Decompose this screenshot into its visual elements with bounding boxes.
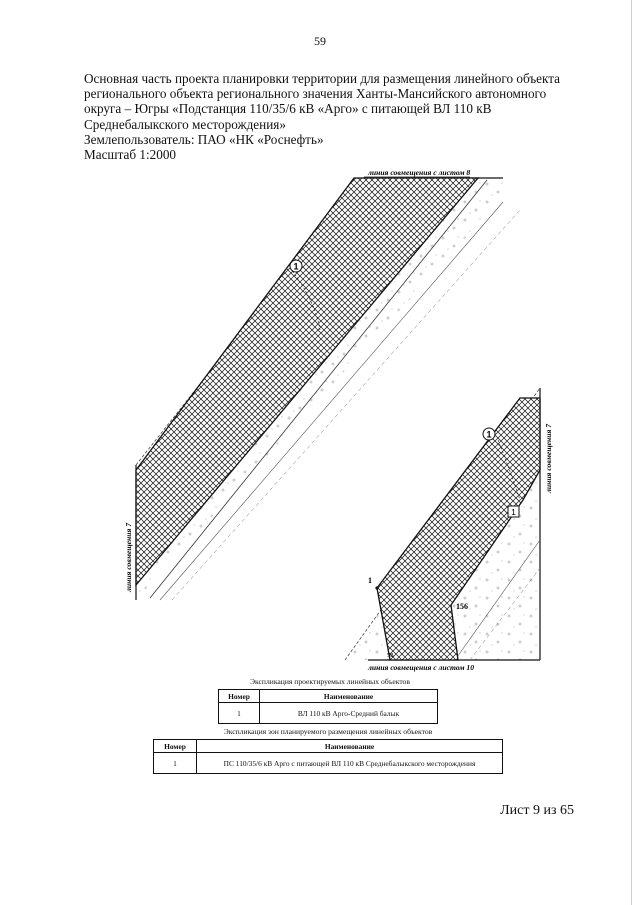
match-line-label-bottom: линия совмещения с листом 10	[368, 663, 475, 672]
match-line-label-top: линия совмещения с листом 8	[368, 168, 471, 177]
cell-number: 1	[219, 703, 260, 724]
cell-name: ВЛ 110 кВ Арго-Средний балык	[260, 703, 438, 724]
survey-point	[375, 586, 378, 589]
header-title-line-3: округа – Югры «Подстанция 110/35/6 кВ «Арго» с питающей ВЛ 110 кВ	[84, 101, 492, 117]
survey-point-label: 1	[368, 576, 372, 585]
survey-point-label: 156	[456, 602, 468, 611]
cell-number: 1	[154, 753, 197, 774]
column-header-name: Наименование	[197, 740, 503, 753]
match-line-label-right: линия совмещения 7	[544, 423, 553, 493]
match-line-label-left: линия совмещения 7	[124, 522, 133, 592]
table1-title: Экспликация проектируемых линейных объектов	[250, 677, 410, 686]
table-linear-objects	[218, 689, 438, 724]
header-title-line-1: Основная часть проекта планировки территории для размещения линейного объекта	[84, 71, 561, 86]
survey-point-label: 58	[387, 652, 394, 659]
header-title-line-4: Среднебалыкского месторождения»	[84, 116, 286, 132]
table-header-row	[219, 690, 438, 703]
table-header-row	[154, 740, 503, 753]
table-row	[154, 753, 503, 774]
sheet-number: Лист 9 из 65	[500, 803, 574, 818]
column-header-number: Номер	[219, 690, 260, 703]
land-user: Землепользователь: ПАО «НК «Роснефть»	[84, 131, 324, 147]
table-zones	[153, 739, 503, 774]
right-map-fragment	[345, 388, 553, 672]
cell-name: ПС 110/35/6 кВ Арго с питающей ВЛ 110 кВ Среднебалыкского месторождения	[197, 753, 503, 774]
scale: Масштаб 1:2000	[84, 147, 177, 163]
header-title-line-2: регионального объекта регионального значения Ханты-Мансийского автономного	[84, 86, 547, 102]
zone-marker-label: 1	[511, 507, 516, 517]
table2-title: Экспликация зон планируемого размещения линейных объектов	[223, 727, 433, 736]
table-row	[219, 703, 438, 724]
object-marker-label: 1	[486, 429, 492, 440]
column-header-number: Номер	[154, 740, 197, 753]
page-number: 59	[314, 34, 326, 48]
column-header-name: Наименование	[260, 690, 438, 703]
object-marker-label: 1	[293, 261, 299, 272]
